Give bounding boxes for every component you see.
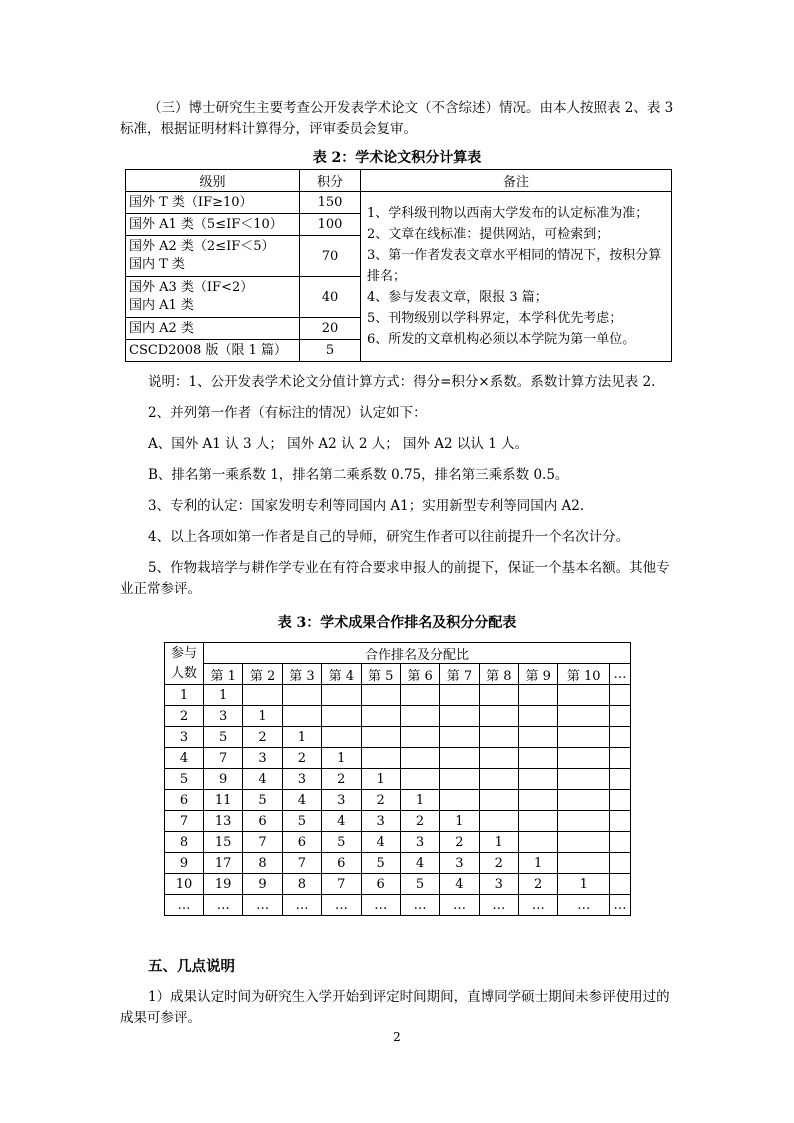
table3-cell: 4	[322, 811, 361, 832]
table3-cell	[610, 811, 631, 832]
table2-note: 5、刊物级别以学科界定，本学科优先考虑；	[367, 311, 623, 326]
table2-note: 4、参与发表文章，限报 3 篇；	[367, 290, 548, 305]
table2-note: 2、文章在线标准：提供网站，可检索到；	[367, 227, 610, 242]
table3-cell	[610, 685, 631, 706]
table2-score: 100	[300, 214, 361, 236]
table3-cell: …	[204, 895, 243, 916]
table3-cell	[519, 685, 558, 706]
section5-title: 五、几点说明	[148, 958, 235, 975]
table3-cell	[479, 727, 518, 748]
table3-cell: 7	[204, 748, 243, 769]
table3-cell: 6	[243, 811, 282, 832]
table3-cell	[558, 832, 610, 853]
table-row	[165, 853, 631, 874]
table3-cell: 15	[204, 832, 243, 853]
table3-participants-cell: 6	[165, 790, 204, 811]
table3-cell	[610, 832, 631, 853]
table3-cell: 3	[204, 706, 243, 727]
table3-cell: 1	[479, 832, 518, 853]
table3-cell	[400, 727, 439, 748]
table3-cell: 3	[361, 811, 400, 832]
table3-cell	[361, 727, 400, 748]
table3-cell: …	[610, 895, 631, 916]
table3-cell	[558, 748, 610, 769]
table3-cell: 3	[243, 748, 282, 769]
table3-cell	[610, 874, 631, 895]
table3-cell	[519, 790, 558, 811]
table3-cell: 1	[282, 727, 321, 748]
table3-cell	[322, 685, 361, 706]
table2-level: 国外 T 类（IF≥10）	[126, 192, 300, 214]
table2-header-notes: 备注	[361, 170, 672, 192]
table2-score: 40	[300, 277, 361, 318]
table3-cell	[558, 811, 610, 832]
note-line: 3、专利的认定：国家发明专利等同国内 A1；实用新型专利等同国内 A2.	[148, 498, 585, 514]
table3-cell	[479, 769, 518, 790]
table3-cell	[361, 685, 400, 706]
table-row	[165, 895, 631, 916]
table3-col-header: 第 2	[243, 664, 282, 685]
table3-cell	[440, 685, 479, 706]
note-line: A、国外 A1 认 3 人； 国外 A2 认 2 人； 国外 A2 以认 1 人。	[148, 436, 529, 452]
table3-cell: 1	[204, 685, 243, 706]
table3-cell	[440, 790, 479, 811]
table3-cell	[610, 790, 631, 811]
table3-cell: …	[361, 895, 400, 916]
table3-cell: 11	[204, 790, 243, 811]
table3-cell	[361, 748, 400, 769]
table2-level: 国外 A1 类（5≤IF＜10）	[126, 214, 300, 236]
table-row	[165, 811, 631, 832]
table3-cell	[519, 748, 558, 769]
table3-col-header: 第 4	[322, 664, 361, 685]
table-row	[165, 748, 631, 769]
table3-cell	[440, 748, 479, 769]
table3-cell: 8	[243, 853, 282, 874]
table3-col-header: 第 7	[440, 664, 479, 685]
table3-cell: 1	[558, 874, 610, 895]
table-row	[165, 832, 631, 853]
table3-participants-cell: 1	[165, 685, 204, 706]
table3-cell: 3	[400, 832, 439, 853]
table3-participants-cell: 9	[165, 853, 204, 874]
table3-cell: …	[282, 895, 321, 916]
table3-col-header: 第 6	[400, 664, 439, 685]
table3-participants-cell: 3	[165, 727, 204, 748]
table3-col-header: 第 5	[361, 664, 400, 685]
table3-cell: …	[400, 895, 439, 916]
table3-cell	[479, 790, 518, 811]
table3-cell	[610, 853, 631, 874]
table3-cell: 9	[204, 769, 243, 790]
table3-cell: 17	[204, 853, 243, 874]
table3-cell: 5	[282, 811, 321, 832]
table3-cell: 4	[400, 853, 439, 874]
table3-col-header: 第 9	[519, 664, 558, 685]
table3-cell: 7	[322, 874, 361, 895]
note-line: B、排名第一乘系数 1，排名第二乘系数 0.75，排名第三乘系数 0.5。	[148, 467, 569, 483]
table-row	[165, 706, 631, 727]
table2-level: CSCD2008 版（限 1 篇）	[126, 340, 300, 362]
table3-cell: 2	[440, 832, 479, 853]
table3-cell	[558, 790, 610, 811]
table3-cell	[610, 769, 631, 790]
table3-cell	[440, 727, 479, 748]
note-line: 2、并列第一作者（有标注的情况）认定如下：	[148, 405, 427, 421]
table3-cell: 5	[243, 790, 282, 811]
table3-col-header: 第 1	[204, 664, 243, 685]
table3-cell: 2	[400, 811, 439, 832]
section5-paragraph: 1）成果认定时间为研究生入学开始到评定时间期间，直博同学硕士期间未参评使用过的成果可参评。	[120, 989, 670, 1026]
table3-cell: 4	[440, 874, 479, 895]
table3-cell	[558, 706, 610, 727]
table3-cell	[322, 706, 361, 727]
table3-cell	[519, 769, 558, 790]
table-row	[165, 685, 631, 706]
table3-cell	[519, 811, 558, 832]
table2-header-level: 级别	[126, 170, 300, 192]
ranking-table	[164, 642, 631, 916]
table2-header-score: 积分	[300, 170, 361, 192]
table2-note: 3、第一作者发表文章水平相同的情况下，按积分算排名；	[367, 248, 662, 284]
table-row	[165, 874, 631, 895]
table3-cell: 1	[440, 811, 479, 832]
table3-cell: 7	[243, 832, 282, 853]
table3-cell: 2	[243, 727, 282, 748]
table3-cell: …	[558, 895, 610, 916]
table3-cell	[558, 685, 610, 706]
table3-cell	[519, 832, 558, 853]
table3-col-header: 第 3	[282, 664, 321, 685]
table3-col-header: …	[610, 664, 631, 685]
table3-participants-cell: 2	[165, 706, 204, 727]
table3-cell: …	[322, 895, 361, 916]
table3-cell: 9	[243, 874, 282, 895]
table-row	[165, 727, 631, 748]
table2-level: 国外 A2 类（2≤IF＜5） 国内 T 类	[126, 236, 300, 277]
table3-cell: 6	[322, 853, 361, 874]
table3-cell: …	[440, 895, 479, 916]
table3-cell	[440, 769, 479, 790]
table3-cell	[400, 748, 439, 769]
table3-participants-cell: 7	[165, 811, 204, 832]
table3-cell	[479, 706, 518, 727]
table2-score: 20	[300, 318, 361, 340]
table3-participants-cell: 4	[165, 748, 204, 769]
table3-cell: 2	[282, 748, 321, 769]
table3-cell: 5	[361, 853, 400, 874]
table3-cell: 4	[361, 832, 400, 853]
table3-cell	[282, 685, 321, 706]
table3-cell: 2	[479, 853, 518, 874]
table3-cell	[243, 685, 282, 706]
table3-cell: 6	[282, 832, 321, 853]
table3-cell	[440, 706, 479, 727]
table3-cell: 2	[361, 790, 400, 811]
table3-cell	[610, 748, 631, 769]
table3-corner: 参与人数	[165, 643, 204, 685]
table-row	[165, 790, 631, 811]
table3-cell	[400, 706, 439, 727]
table3-cell: 13	[204, 811, 243, 832]
page-number: 2	[393, 1030, 401, 1044]
note-line: 说明：1、公开发表学术论文分值计算方式：得分=积分×系数。系数计算方法见表 2.	[148, 374, 656, 390]
table3-cell: 1	[400, 790, 439, 811]
table3-cell	[519, 727, 558, 748]
table3-group-header: 合作排名及分配比	[204, 643, 631, 664]
table3-cell	[558, 727, 610, 748]
table3-cell: 1	[361, 769, 400, 790]
table3-cell	[282, 706, 321, 727]
table3-participants-cell: 5	[165, 769, 204, 790]
table3-participants-cell: 8	[165, 832, 204, 853]
table2-note: 1、学科级刊物以西南大学发布的认定标准为准；	[367, 206, 649, 221]
table3-cell: 6	[361, 874, 400, 895]
table3-cell	[610, 706, 631, 727]
table3-cell	[479, 748, 518, 769]
table3-cell: 2	[322, 769, 361, 790]
table3-cell: 4	[243, 769, 282, 790]
table3-cell: 1	[322, 748, 361, 769]
table2-level: 国内 A2 类	[126, 318, 300, 340]
table2-notes	[361, 192, 672, 362]
table-row	[165, 769, 631, 790]
table3-cell: 19	[204, 874, 243, 895]
table3-cell: 5	[400, 874, 439, 895]
table3-caption: 表 3：学术成果合作排名及积分分配表	[277, 615, 517, 631]
table2-note: 6、所发的文章机构必须以本学院为第一单位。	[367, 332, 636, 347]
score-table	[125, 169, 672, 362]
table3-cell: 5	[322, 832, 361, 853]
table3-cell: 7	[282, 853, 321, 874]
table3-cell	[610, 727, 631, 748]
table3-col-header: 第 10	[558, 664, 610, 685]
table2-level: 国外 A3 类（IF<2） 国内 A1 类	[126, 277, 300, 318]
table3-cell: 5	[204, 727, 243, 748]
table3-cell: 3	[479, 874, 518, 895]
table2-caption: 表 2：学术论文积分计算表	[312, 150, 482, 166]
table3-cell	[322, 727, 361, 748]
table3-cell	[400, 685, 439, 706]
table2-score: 5	[300, 340, 361, 362]
table3-cell: 8	[282, 874, 321, 895]
table3-cell: 2	[519, 874, 558, 895]
table3-cell	[519, 706, 558, 727]
table3-cell: …	[243, 895, 282, 916]
table3-cell	[558, 769, 610, 790]
note-line: 5、作物栽培学与耕作学专业在有符合要求申报人的前提下，保证一个基本名额。其他专业正常参评。	[120, 560, 670, 597]
table3-cell	[479, 685, 518, 706]
table3-cell: 3	[322, 790, 361, 811]
table3-cell	[361, 706, 400, 727]
table3-cell: 1	[519, 853, 558, 874]
table3-cell: …	[519, 895, 558, 916]
table3-cell	[479, 811, 518, 832]
table3-participants-cell: 10	[165, 874, 204, 895]
intro-paragraph: （三）博士研究生主要考查公开发表学术论文（不含综述）情况。由本人按照表 2、表 3 标准，根据证明材料计算得分，评审委员会复审。	[120, 100, 674, 137]
table3-cell: 3	[440, 853, 479, 874]
table2-score: 70	[300, 236, 361, 277]
table3-cell	[558, 853, 610, 874]
table3-cell: 1	[243, 706, 282, 727]
table3-cell: …	[479, 895, 518, 916]
table3-cell	[400, 769, 439, 790]
table3-cell: 4	[282, 790, 321, 811]
table2-score: 150	[300, 192, 361, 214]
table3-col-header: 第 8	[479, 664, 518, 685]
note-line: 4、以上各项如第一作者是自己的导师，研究生作者可以往前提升一个名次计分。	[148, 529, 630, 545]
table3-cell: 3	[282, 769, 321, 790]
table3-participants-cell: …	[165, 895, 204, 916]
